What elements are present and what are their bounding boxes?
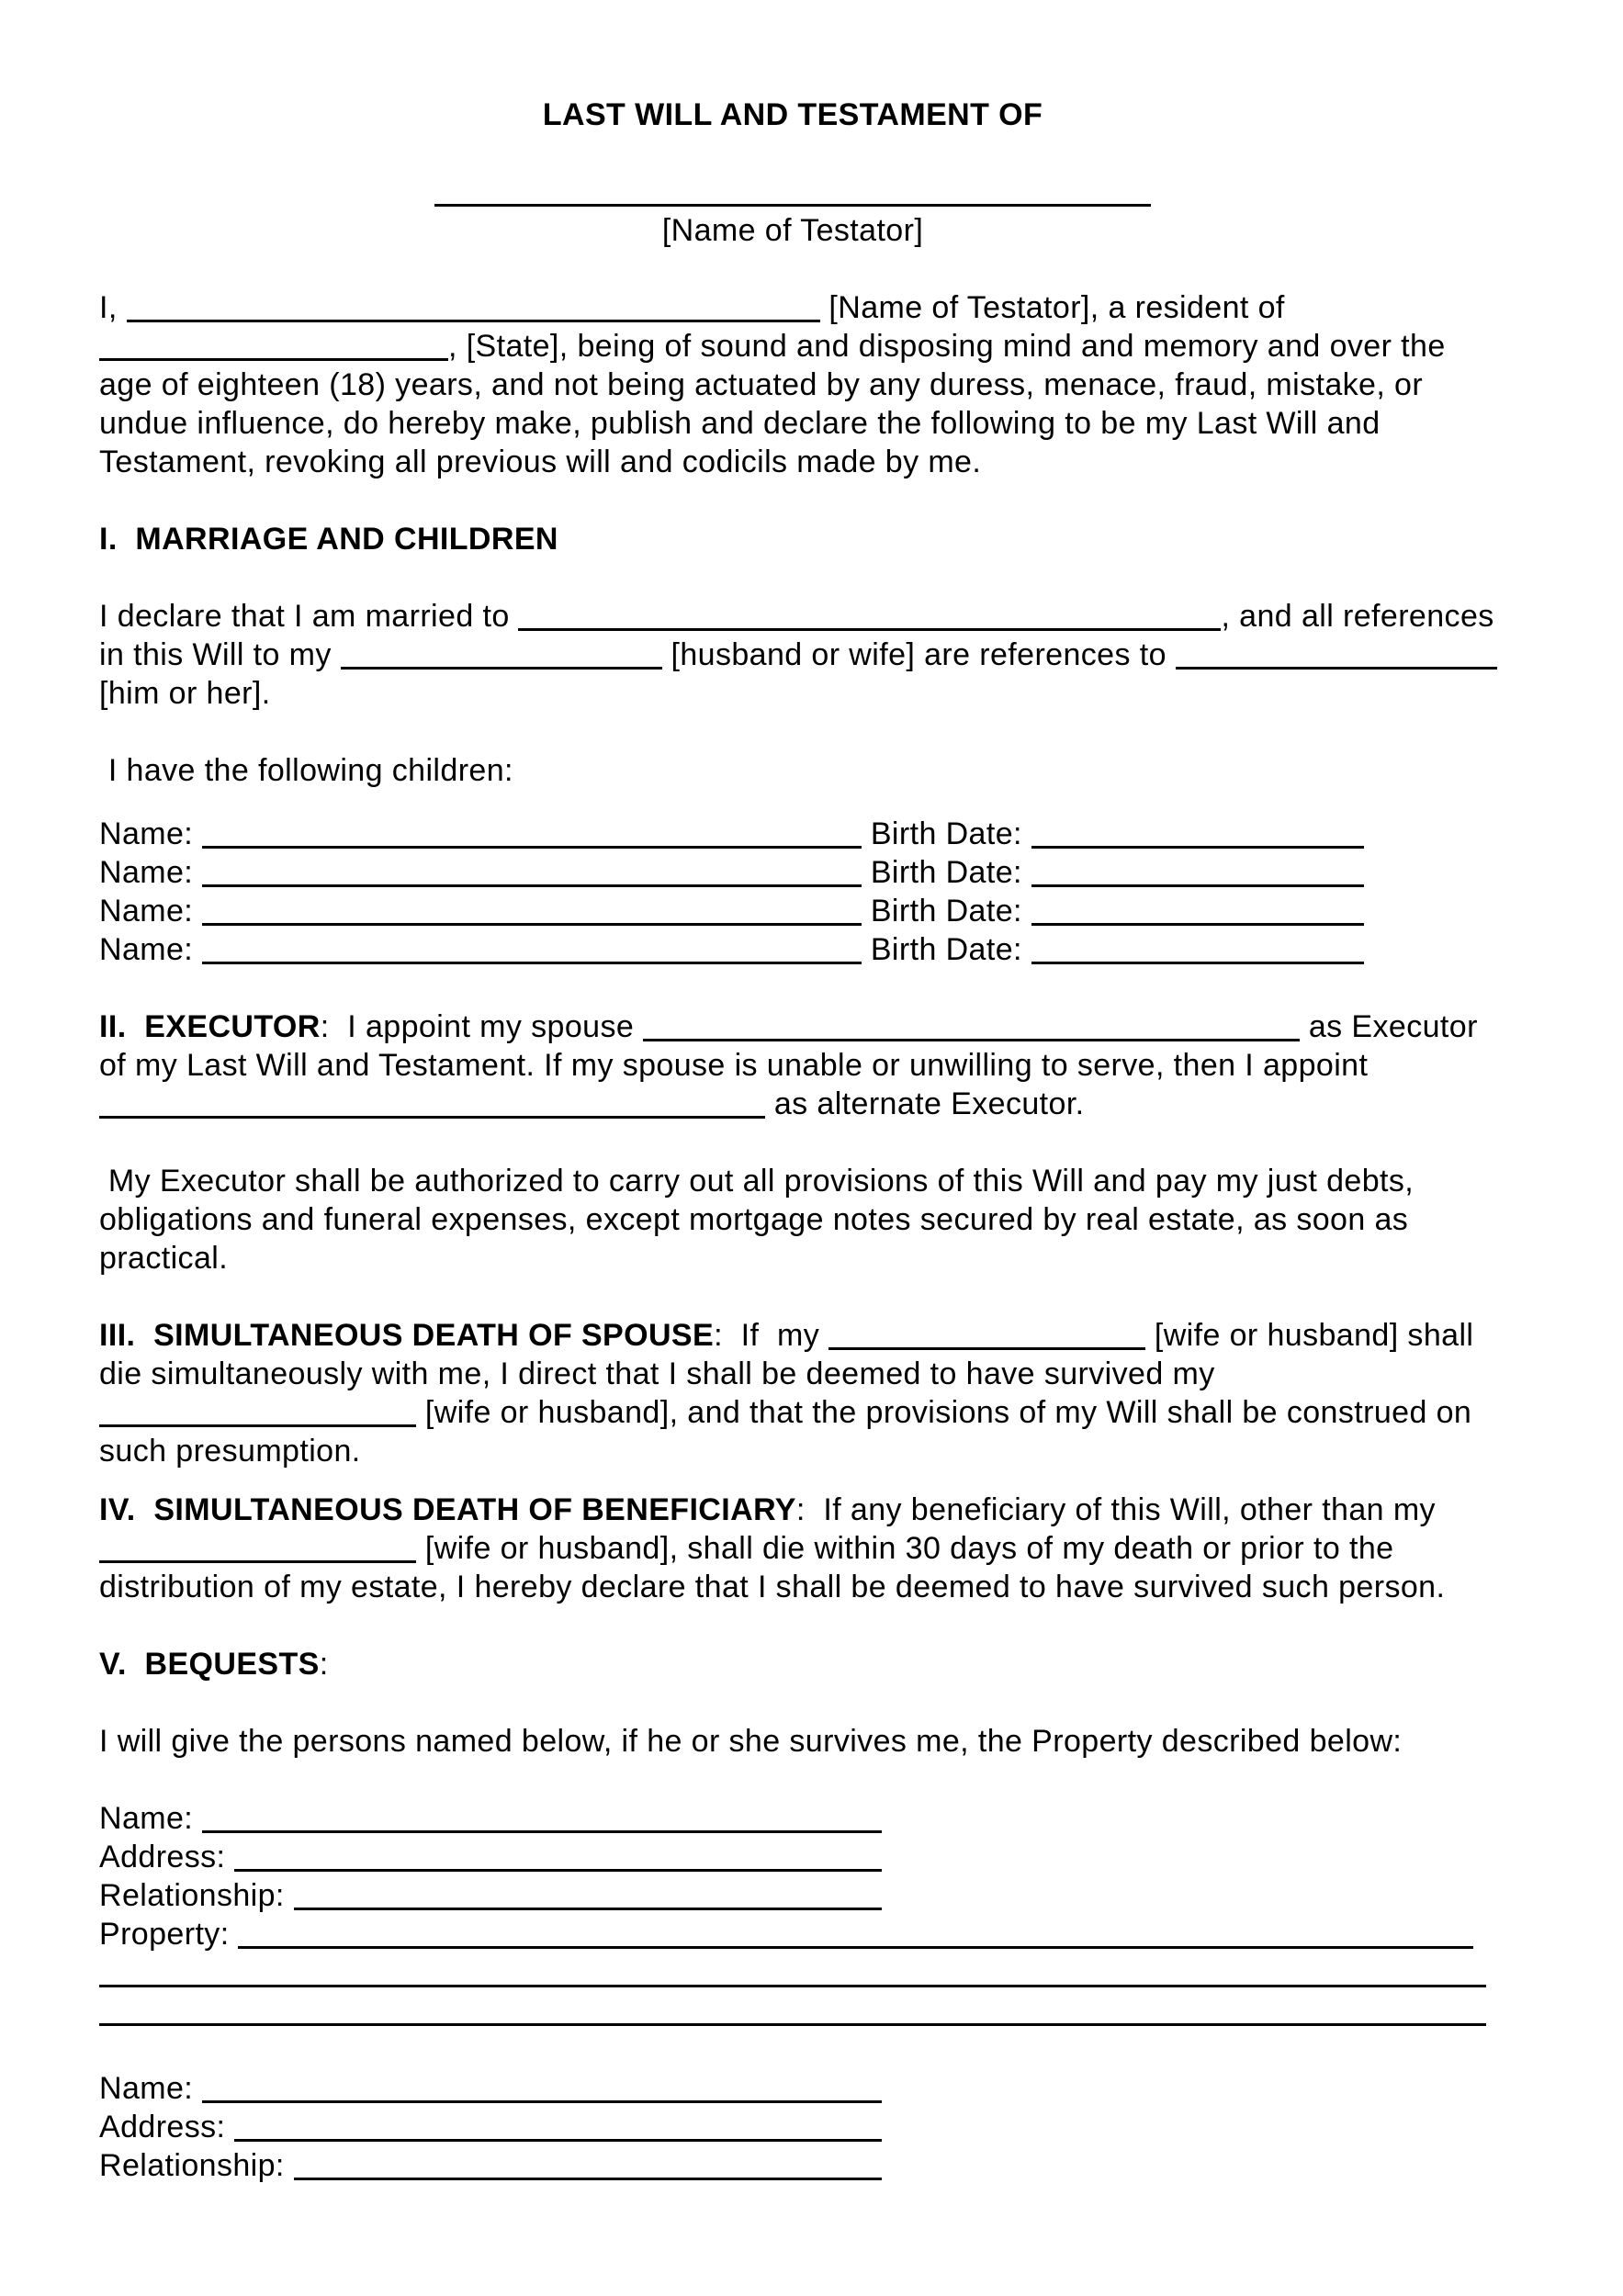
testator-name-blank[interactable] — [127, 320, 820, 322]
beneficiary-name-blank-1[interactable] — [202, 1830, 882, 1833]
child-birth-date-blank-2[interactable] — [1031, 884, 1364, 887]
section-4-line-2 — [99, 1529, 1522, 1568]
spacer — [99, 2031, 1522, 2069]
body-text: Name: — [99, 855, 202, 890]
body-text: Relationship: — [99, 1878, 294, 1913]
child-row-1 — [99, 815, 1522, 853]
body-text: Birth Date: — [862, 932, 1031, 967]
body-text: Property: — [99, 1917, 239, 1952]
body-text: : If any beneficiary of this Will, other than my — [795, 1492, 1436, 1527]
beneficiary-relationship-blank-2[interactable] — [294, 2178, 882, 2180]
body-text: Address: — [99, 1840, 235, 1874]
spouse-title-blank[interactable] — [99, 1424, 416, 1427]
opening-line-5 — [99, 443, 1522, 481]
heading-text: LAST WILL AND TESTAMENT OF — [542, 97, 1043, 132]
body-text: [wife or husband], and that the provisions of my Will shall be construed on — [416, 1395, 1472, 1430]
body-text: Name: — [99, 1801, 202, 1836]
body-text: I declare that I am married to — [99, 599, 519, 634]
executor-powers-line-2 — [99, 1200, 1522, 1239]
child-row-3 — [99, 892, 1522, 930]
body-text: [Name of Testator] — [661, 213, 924, 248]
opening-line-4 — [99, 404, 1522, 443]
body-text: age of eighteen (18) years, and not being actuated by any duress, menace, fraud, mistake, or — [99, 367, 1424, 402]
testator-name-line — [99, 173, 1486, 211]
section-3-line-3 — [99, 1393, 1522, 1432]
section-1-heading — [99, 520, 1522, 558]
marriage-line-2 — [99, 636, 1522, 674]
beneficiary-1-property — [99, 1915, 1522, 1953]
marriage-line-1 — [99, 597, 1522, 636]
body-text: : If my — [714, 1318, 828, 1353]
child-name-blank-4[interactable] — [202, 962, 862, 964]
spacer — [99, 1606, 1522, 1645]
heading-text: III. SIMULTANEOUS DEATH OF SPOUSE — [99, 1318, 715, 1353]
child-name-blank-2[interactable] — [202, 884, 862, 887]
body-text: in this Will to my — [99, 637, 341, 672]
executor-line-2 — [99, 1046, 1522, 1085]
body-text: as Executor — [1300, 1009, 1478, 1044]
child-name-blank-3[interactable] — [202, 923, 862, 926]
child-birth-date-blank-1[interactable] — [1031, 846, 1364, 849]
body-text: [wife or husband], shall die within 30 days of my death or prior to the — [416, 1531, 1394, 1566]
child-birth-date-blank-4[interactable] — [1031, 962, 1364, 964]
body-text: as alternate Executor. — [765, 1086, 1085, 1121]
executor-spouse-blank[interactable] — [643, 1039, 1300, 1041]
testator-name-blank[interactable] — [434, 204, 1151, 207]
child-birth-date-blank-3[interactable] — [1031, 923, 1364, 926]
spacer — [99, 1123, 1522, 1162]
children-intro — [99, 751, 1522, 790]
section-4-line-3 — [99, 1568, 1522, 1606]
spacer — [99, 134, 1522, 173]
opening-line-2 — [99, 327, 1522, 366]
spouse-title-blank[interactable] — [99, 1560, 416, 1563]
property-continuation-blank-2[interactable] — [99, 2023, 1486, 2026]
spacer — [99, 969, 1522, 1007]
body-text: of my Last Will and Testament. If my spouse is unable or unwilling to serve, then I appoint — [99, 1048, 1369, 1083]
body-text: I, — [99, 290, 127, 325]
body-text: Testament, revoking all previous will and codicils made by me. — [99, 445, 982, 479]
opening-line-3 — [99, 366, 1522, 404]
beneficiary-2-relationship — [99, 2146, 1522, 2185]
beneficiary-2-address — [99, 2108, 1522, 2146]
body-text: [husband or wife] are references to — [661, 637, 1176, 672]
state-blank[interactable] — [99, 358, 448, 361]
spacer — [99, 558, 1522, 597]
body-text: I have the following children: — [99, 753, 513, 788]
spacer — [99, 1277, 1522, 1316]
beneficiary-address-blank-2[interactable] — [234, 2139, 882, 2142]
body-text: [Name of Testator], a resident of — [819, 290, 1285, 325]
spacer — [99, 250, 1522, 288]
body-text: [him or her]. — [99, 676, 271, 711]
marriage-line-3 — [99, 674, 1522, 713]
executor-powers-line-3 — [99, 1239, 1522, 1277]
spacer — [99, 713, 1522, 751]
executor-powers-line-1 — [99, 1162, 1522, 1200]
alternate-executor-blank[interactable] — [99, 1116, 765, 1119]
section-5-heading — [99, 1645, 1522, 1683]
beneficiary-1-name — [99, 1799, 1522, 1838]
spouse-pronoun-blank[interactable] — [1176, 667, 1497, 670]
section-3-line-1 — [99, 1316, 1522, 1355]
title — [99, 96, 1486, 134]
section-3-line-2 — [99, 1355, 1522, 1393]
body-text: Birth Date: — [862, 894, 1031, 929]
body-text: Relationship: — [99, 2148, 294, 2183]
beneficiary-2-name — [99, 2069, 1522, 2108]
beneficiary-address-blank-1[interactable] — [234, 1869, 882, 1872]
body-text: : — [319, 1647, 329, 1682]
body-text: Name: — [99, 2071, 202, 2106]
heading-text: V. BEQUESTS — [99, 1647, 320, 1682]
bequests-intro — [99, 1722, 1522, 1761]
beneficiary-property-blank-1[interactable] — [238, 1946, 1473, 1949]
child-row-4 — [99, 930, 1522, 969]
spacer — [99, 481, 1522, 520]
beneficiary-relationship-blank-1[interactable] — [294, 1908, 882, 1910]
heading-text: I. MARRIAGE AND CHILDREN — [99, 522, 558, 557]
body-text: Name: — [99, 894, 202, 929]
beneficiary-name-blank-2[interactable] — [202, 2100, 882, 2103]
child-row-2 — [99, 853, 1522, 892]
section-4-line-1 — [99, 1491, 1522, 1529]
opening-line-1 — [99, 288, 1522, 327]
body-text: such presumption. — [99, 1434, 361, 1469]
heading-text: II. EXECUTOR — [99, 1009, 321, 1044]
body-text: Birth Date: — [862, 855, 1031, 890]
body-text: distribution of my estate, I hereby declare that I shall be deemed to have survived such person. — [99, 1570, 1446, 1604]
body-text: , [State], being of sound and disposing mind and memory and over the — [448, 329, 1446, 364]
body-text: : I appoint my spouse — [320, 1009, 644, 1044]
heading-text: IV. SIMULTANEOUS DEATH OF BENEFICIARY — [99, 1492, 796, 1527]
spouse-title-blank[interactable] — [828, 1347, 1145, 1350]
property-continuation-line-2 — [99, 1992, 1522, 2031]
property-continuation-line-1 — [99, 1953, 1522, 1992]
spacer — [99, 1761, 1522, 1799]
body-text: Address: — [99, 2110, 235, 2144]
section-3-line-4 — [99, 1432, 1522, 1470]
body-text: die simultaneously with me, I direct that I shall be deemed to have survived my — [99, 1356, 1215, 1391]
body-text: I will give the persons named below, if he or she survives me, the Property described below: — [99, 1724, 1403, 1759]
beneficiary-1-address — [99, 1838, 1522, 1876]
body-text: obligations and funeral expenses, except mortgage notes secured by real estate, as soon as — [99, 1202, 1409, 1237]
beneficiary-1-relationship — [99, 1876, 1522, 1915]
body-text: Name: — [99, 816, 202, 851]
body-text: [wife or husband] shall — [1145, 1318, 1474, 1353]
spouse-title-blank[interactable] — [341, 667, 662, 670]
body-text: Birth Date: — [862, 816, 1031, 851]
body-text: Name: — [99, 932, 202, 967]
body-text: , and all references — [1221, 599, 1494, 634]
executor-line-3 — [99, 1085, 1522, 1123]
spouse-name-blank[interactable] — [518, 628, 1221, 631]
testator-name-caption — [99, 211, 1486, 250]
spacer — [99, 1683, 1522, 1722]
body-text: practical. — [99, 1241, 229, 1276]
child-name-blank-1[interactable] — [202, 846, 862, 849]
property-continuation-blank-1[interactable] — [99, 1985, 1486, 1987]
body-text: My Executor shall be authorized to carry out all provisions of this Will and pay my just debts, — [99, 1164, 1414, 1199]
executor-line-1 — [99, 1007, 1522, 1046]
body-text: undue influence, do hereby make, publish and declare the following to be my Last Will and — [99, 406, 1381, 441]
